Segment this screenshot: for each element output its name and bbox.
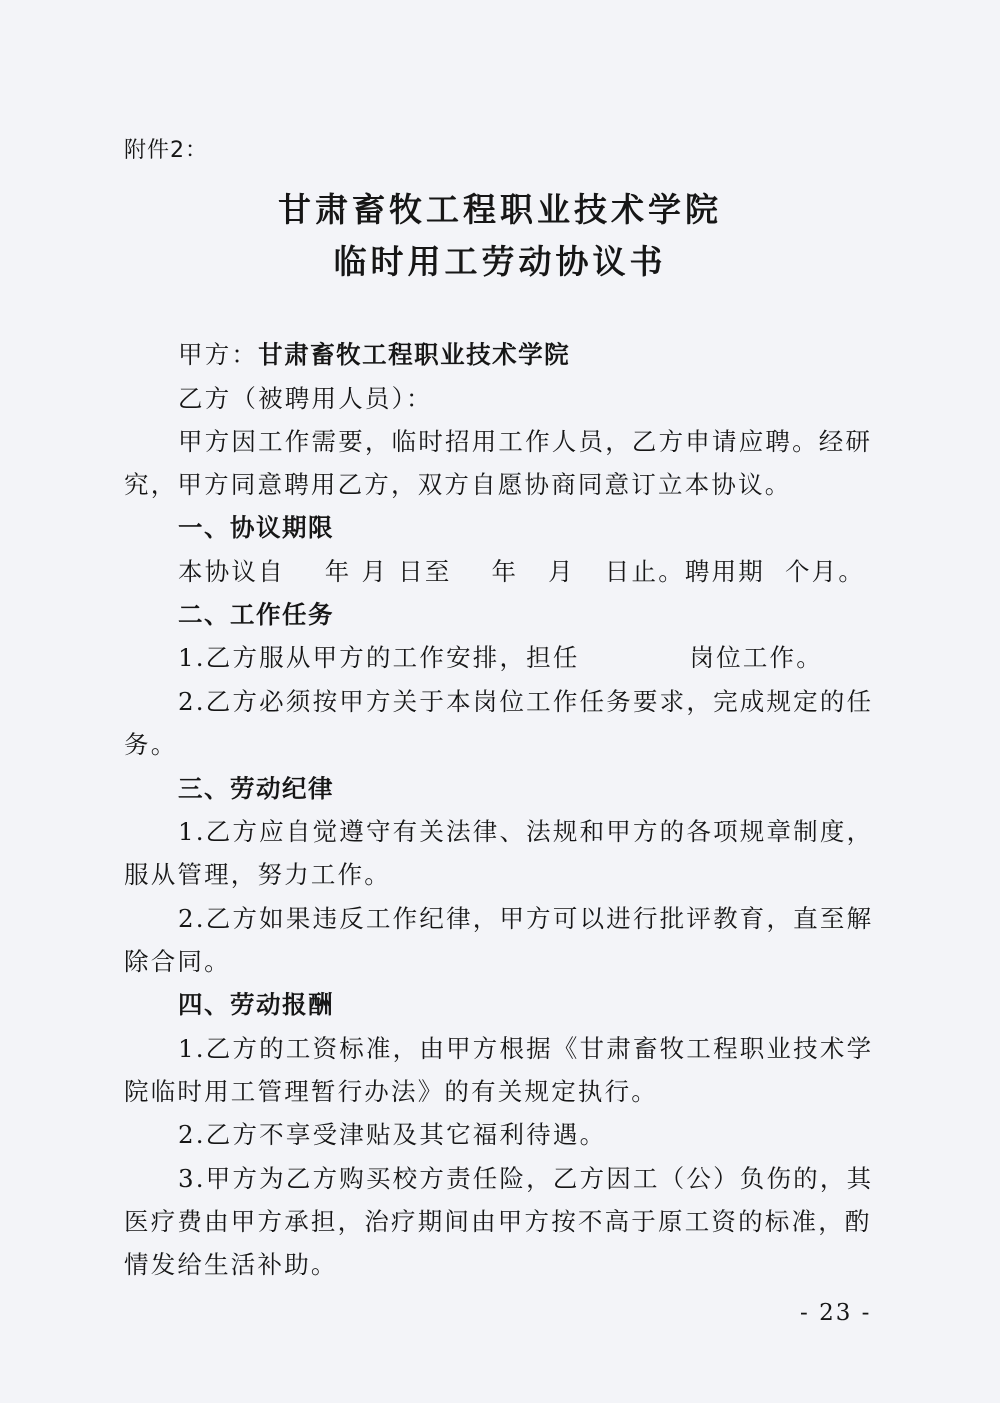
section-3-item-2-line-2: 除合同。 [124, 947, 231, 976]
section-4-item-3-line-1: 3.甲方为乙方购买校方责任险，乙方因工（公）负伤的，其 [178, 1164, 874, 1193]
page-number: - 23 - [800, 1300, 872, 1326]
section-4-item-3-line-3: 情发给生活补助。 [124, 1250, 338, 1279]
section-1-term-text: 本协议自 年 月 日至 年 月 日止。聘用期 个月。 [178, 557, 866, 586]
intro-paragraph-line-2: 究，甲方同意聘用乙方，双方自愿协商同意订立本协议。 [124, 470, 792, 499]
section-2-heading: 二、工作任务 [178, 600, 334, 629]
section-2-item-2-line-2: 务。 [124, 730, 178, 759]
intro-paragraph-line-1: 甲方因工作需要，临时招用工作人员，乙方申请应聘。经研 [178, 427, 873, 456]
section-4-item-1-line-1: 1.乙方的工资标准，由甲方根据《甘肃畜牧工程职业技术学 [178, 1034, 874, 1063]
section-4-item-1-line-2: 院临时用工管理暂行办法》的有关规定执行。 [124, 1077, 658, 1106]
section-1-heading: 一、协议期限 [178, 513, 334, 542]
section-2-item-2-line-1: 2.乙方必须按甲方关于本岗位工作任务要求，完成规定的任 [178, 687, 874, 716]
section-3-item-2-line-1: 2.乙方如果违反工作纪律，甲方可以进行批评教育，直至解 [178, 904, 874, 933]
party-a-label: 甲方： [178, 340, 259, 369]
section-4-heading: 四、劳动报酬 [178, 990, 334, 1019]
section-3-item-1-line-2: 服从管理，努力工作。 [124, 860, 391, 889]
document-title-institution: 甘肃畜牧工程职业技术学院 [278, 190, 722, 229]
party-a-line [178, 340, 938, 370]
section-2-item-1: 1.乙方服从甲方的工作安排，担任 岗位工作。 [178, 643, 823, 672]
attachment-label: 附件2： [124, 138, 208, 163]
section-4-item-3-line-2: 医疗费由甲方承担，治疗期间由甲方按不高于原工资的标准，酌 [124, 1207, 872, 1236]
section-3-item-1-line-1: 1.乙方应自觉遵守有关法律、法规和甲方的各项规章制度， [178, 817, 874, 846]
section-4-item-2: 2.乙方不享受津贴及其它福利待遇。 [178, 1120, 607, 1149]
party-b-label: 乙方（被聘用人员）： [178, 384, 433, 413]
section-3-heading: 三、劳动纪律 [178, 774, 334, 803]
party-a-name: 甘肃畜牧工程职业技术学院 [258, 340, 571, 369]
document-title-agreement: 临时用工劳动协议书 [333, 242, 667, 281]
